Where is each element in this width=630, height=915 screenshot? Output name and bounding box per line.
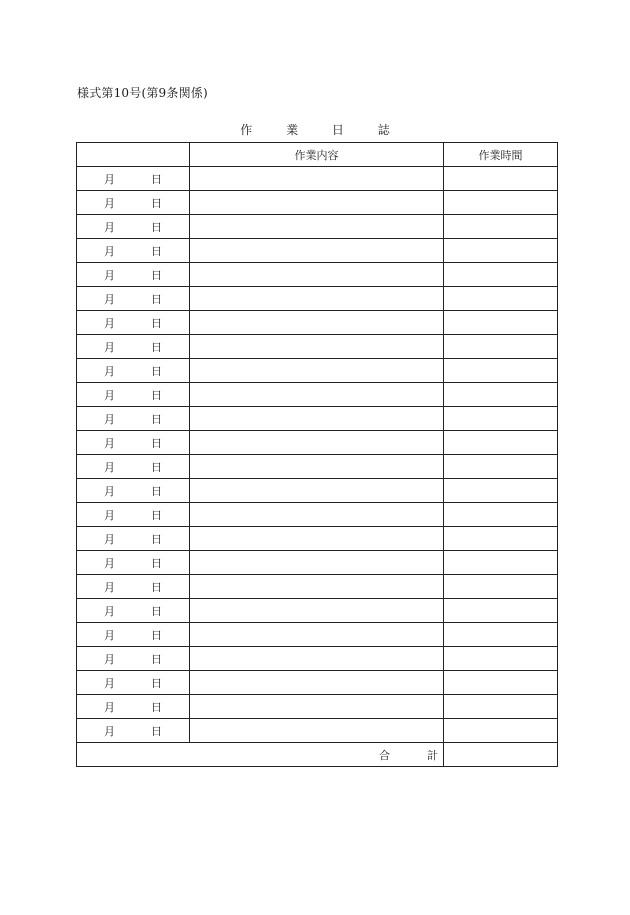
day-label: 日	[151, 604, 162, 618]
month-label: 月	[104, 556, 115, 570]
total-value-cell[interactable]	[444, 743, 558, 767]
month-label: 月	[104, 268, 115, 282]
day-label: 日	[151, 388, 162, 402]
month-label: 月	[104, 292, 115, 306]
work-time-cell[interactable]	[444, 455, 558, 479]
work-time-cell[interactable]	[444, 167, 558, 191]
work-time-cell[interactable]	[444, 287, 558, 311]
work-time-cell[interactable]	[444, 599, 558, 623]
month-label: 月	[104, 196, 115, 210]
table-row	[77, 215, 558, 239]
day-label: 日	[151, 652, 162, 666]
work-content-cell[interactable]	[190, 551, 444, 575]
work-time-cell[interactable]	[444, 383, 558, 407]
time-column-header: 作業時間	[444, 143, 558, 167]
table-row	[77, 359, 558, 383]
table-row	[77, 671, 558, 695]
day-label: 日	[151, 172, 162, 186]
total-label-cell	[77, 743, 444, 767]
month-label: 月	[104, 220, 115, 234]
day-label: 日	[151, 628, 162, 642]
day-label: 日	[151, 316, 162, 330]
work-content-cell[interactable]	[190, 191, 444, 215]
month-label: 月	[104, 652, 115, 666]
date-cell[interactable]	[77, 167, 190, 191]
date-cell[interactable]	[77, 335, 190, 359]
month-label: 月	[104, 484, 115, 498]
work-content-cell[interactable]	[190, 431, 444, 455]
date-cell[interactable]	[77, 215, 190, 239]
work-time-cell[interactable]	[444, 479, 558, 503]
date-column-header	[77, 143, 190, 167]
date-cell[interactable]	[77, 695, 190, 719]
month-label: 月	[104, 508, 115, 522]
work-content-cell[interactable]	[190, 239, 444, 263]
day-label: 日	[151, 412, 162, 426]
date-cell[interactable]	[77, 503, 190, 527]
date-cell[interactable]	[77, 239, 190, 263]
work-content-cell[interactable]	[190, 407, 444, 431]
work-content-cell[interactable]	[190, 263, 444, 287]
day-label: 日	[151, 436, 162, 450]
work-time-cell[interactable]	[444, 239, 558, 263]
month-label: 月	[104, 604, 115, 618]
day-label: 日	[151, 268, 162, 282]
work-content-cell[interactable]	[190, 575, 444, 599]
table-row	[77, 503, 558, 527]
work-time-cell[interactable]	[444, 671, 558, 695]
day-label: 日	[151, 340, 162, 354]
day-label: 日	[151, 700, 162, 714]
date-cell[interactable]	[77, 719, 190, 743]
table-row	[77, 191, 558, 215]
work-content-cell[interactable]	[190, 383, 444, 407]
form-number: 様式第10号(第9条関係)	[77, 86, 208, 100]
table-row	[77, 287, 558, 311]
month-label: 月	[104, 172, 115, 186]
day-label: 日	[151, 676, 162, 690]
table-row	[77, 263, 558, 287]
date-cell[interactable]	[77, 383, 190, 407]
table-row	[77, 575, 558, 599]
table-row	[77, 239, 558, 263]
date-cell[interactable]	[77, 671, 190, 695]
date-cell[interactable]	[77, 407, 190, 431]
date-cell[interactable]	[77, 647, 190, 671]
table-row	[77, 407, 558, 431]
table-body	[77, 167, 558, 743]
month-label: 月	[104, 436, 115, 450]
month-label: 月	[104, 364, 115, 378]
work-time-cell[interactable]	[444, 503, 558, 527]
date-cell[interactable]	[77, 431, 190, 455]
work-time-cell[interactable]	[444, 623, 558, 647]
work-content-cell[interactable]	[190, 695, 444, 719]
work-content-cell[interactable]	[190, 671, 444, 695]
day-label: 日	[151, 196, 162, 210]
table-row	[77, 455, 558, 479]
work-content-cell[interactable]	[190, 527, 444, 551]
table-row	[77, 551, 558, 575]
date-cell[interactable]	[77, 599, 190, 623]
work-log-table	[76, 142, 558, 767]
table-row	[77, 695, 558, 719]
date-cell[interactable]	[77, 455, 190, 479]
work-content-cell[interactable]	[190, 215, 444, 239]
table-row	[77, 623, 558, 647]
work-content-cell[interactable]	[190, 623, 444, 647]
work-time-cell[interactable]	[444, 647, 558, 671]
work-time-cell[interactable]	[444, 263, 558, 287]
work-time-cell[interactable]	[444, 575, 558, 599]
table-row	[77, 599, 558, 623]
date-cell[interactable]	[77, 191, 190, 215]
work-content-cell[interactable]	[190, 599, 444, 623]
date-cell[interactable]	[77, 311, 190, 335]
table-header-row	[77, 143, 558, 167]
day-label: 日	[151, 532, 162, 546]
table-row	[77, 431, 558, 455]
date-cell[interactable]	[77, 359, 190, 383]
date-cell[interactable]	[77, 263, 190, 287]
work-time-cell[interactable]	[444, 407, 558, 431]
day-label: 日	[151, 484, 162, 498]
day-label: 日	[151, 220, 162, 234]
work-content-cell[interactable]	[190, 455, 444, 479]
work-content-cell[interactable]	[190, 311, 444, 335]
work-content-cell[interactable]	[190, 167, 444, 191]
work-time-cell[interactable]	[444, 551, 558, 575]
work-time-cell[interactable]	[444, 695, 558, 719]
month-label: 月	[104, 316, 115, 330]
total-label-2: 計	[427, 748, 438, 762]
total-row	[77, 743, 558, 767]
work-time-cell[interactable]	[444, 191, 558, 215]
table-row	[77, 527, 558, 551]
table-row	[77, 719, 558, 743]
table-row	[77, 383, 558, 407]
table-row	[77, 167, 558, 191]
work-content-cell[interactable]	[190, 479, 444, 503]
date-cell[interactable]	[77, 551, 190, 575]
month-label: 月	[104, 676, 115, 690]
table-row	[77, 311, 558, 335]
work-content-cell[interactable]	[190, 719, 444, 743]
date-cell[interactable]	[77, 479, 190, 503]
table-row	[77, 647, 558, 671]
date-cell[interactable]	[77, 575, 190, 599]
day-label: 日	[151, 724, 162, 738]
day-label: 日	[151, 244, 162, 258]
month-label: 月	[104, 388, 115, 402]
work-time-cell[interactable]	[444, 359, 558, 383]
date-cell[interactable]	[77, 287, 190, 311]
work-time-cell[interactable]	[444, 719, 558, 743]
day-label: 日	[151, 580, 162, 594]
month-label: 月	[104, 628, 115, 642]
work-time-cell[interactable]	[444, 335, 558, 359]
total-label-1: 合	[379, 748, 390, 762]
work-time-cell[interactable]	[444, 215, 558, 239]
date-cell[interactable]	[77, 527, 190, 551]
month-label: 月	[104, 532, 115, 546]
work-content-cell[interactable]	[190, 359, 444, 383]
month-label: 月	[104, 340, 115, 354]
work-time-cell[interactable]	[444, 431, 558, 455]
work-content-cell[interactable]	[190, 503, 444, 527]
day-label: 日	[151, 460, 162, 474]
day-label: 日	[151, 556, 162, 570]
month-label: 月	[104, 244, 115, 258]
work-content-cell[interactable]	[190, 287, 444, 311]
month-label: 月	[104, 580, 115, 594]
document-title: 作 業 日 誌	[240, 123, 405, 137]
month-label: 月	[104, 700, 115, 714]
work-time-cell[interactable]	[444, 311, 558, 335]
work-time-cell[interactable]	[444, 527, 558, 551]
day-label: 日	[151, 508, 162, 522]
month-label: 月	[104, 460, 115, 474]
work-content-cell[interactable]	[190, 335, 444, 359]
table-row	[77, 479, 558, 503]
month-label: 月	[104, 724, 115, 738]
day-label: 日	[151, 292, 162, 306]
content-column-header: 作業内容	[190, 143, 444, 167]
day-label: 日	[151, 364, 162, 378]
date-cell[interactable]	[77, 623, 190, 647]
work-content-cell[interactable]	[190, 647, 444, 671]
month-label: 月	[104, 412, 115, 426]
table-row	[77, 335, 558, 359]
